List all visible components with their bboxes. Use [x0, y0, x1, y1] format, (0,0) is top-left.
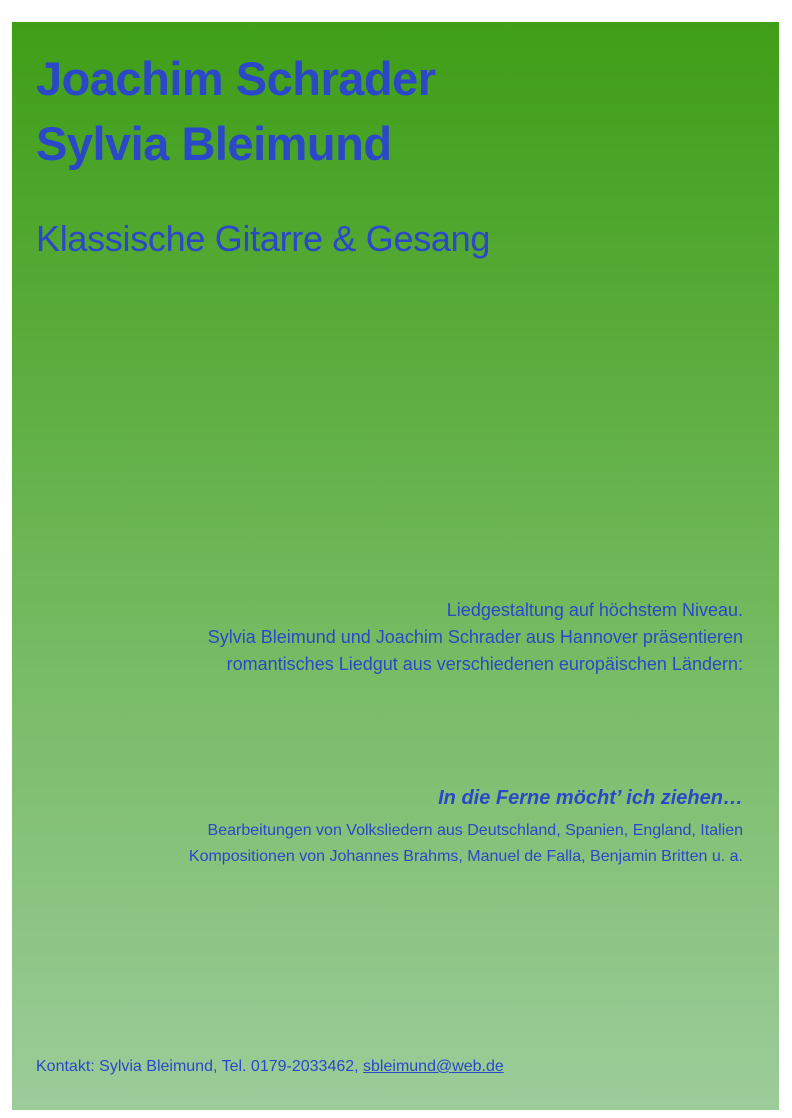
intro-text [43, 597, 743, 678]
poster-page [12, 22, 779, 1110]
performer-name-1: Joachim Schrader [36, 52, 436, 105]
program-line-1: Bearbeitungen von Volksliedern aus Deutschland, Spanien, England, Italien [207, 822, 743, 839]
intro-line-1: Liedgestaltung auf höchstem Niveau. [446, 600, 743, 620]
intro-line-3: romantisches Liedgut aus verschiedenen europäischen Ländern: [226, 654, 743, 674]
program-line-2: Kompositionen von Johannes Brahms, Manuel de Falla, Benjamin Britten u. a. [188, 848, 743, 865]
intro-line-2: Sylvia Bleimund und Joachim Schrader aus Hannover präsentieren [207, 627, 743, 647]
contact-info [36, 1056, 504, 1078]
program-section [43, 784, 743, 870]
program-title: In die Ferne möcht’ ich ziehen… [438, 787, 743, 809]
email-link[interactable]: sbleimund@web.de [363, 1058, 504, 1075]
performer-name-2: Sylvia Bleimund [36, 117, 392, 170]
performer-names [36, 46, 436, 176]
subtitle: Klassische Gitarre & Gesang [36, 218, 491, 259]
contact-text: Kontakt: Sylvia Bleimund, Tel. 0179-2033462, [36, 1058, 364, 1075]
